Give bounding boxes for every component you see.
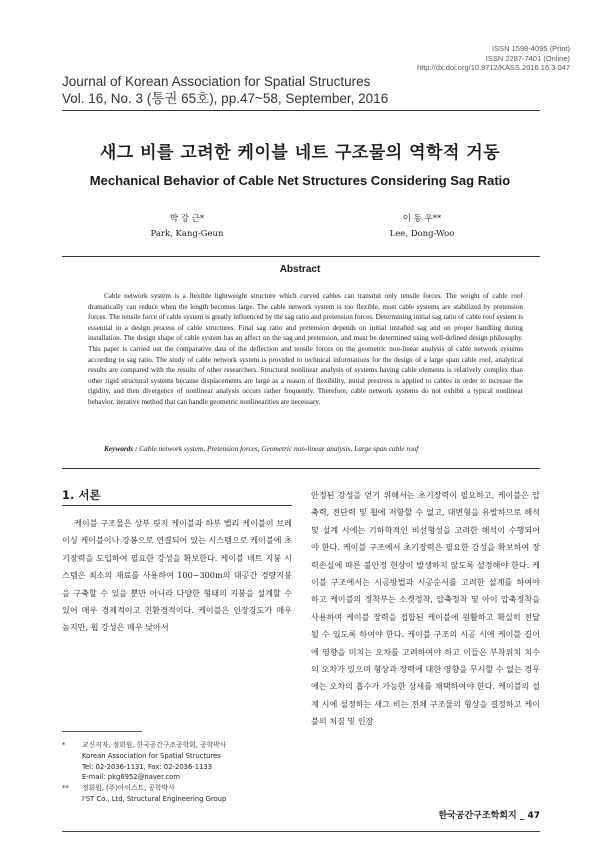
footnote-2-line: I'ST Co., Ltd, Structural Engineering Group	[82, 794, 227, 803]
footnote-1-email: E-mail: pkg6952@naver.com	[82, 773, 180, 782]
abstract-heading: Abstract	[279, 264, 321, 275]
footnote-1-line: Korean Association for Spatial Structures	[82, 751, 221, 760]
keywords	[88, 444, 523, 453]
footnote-1-mark: *	[62, 741, 66, 749]
issn-block	[417, 44, 570, 73]
paper-title-korean: 새그 비를 고려한 케이블 네트 구조물의 역학적 거동	[99, 143, 501, 163]
footnote-1	[62, 740, 292, 783]
journal-name: Journal of Korean Association for Spatial Structures	[62, 74, 371, 89]
author-2-english: Lee, Dong-Woo	[389, 229, 455, 239]
keywords-label: Keywords :	[104, 444, 140, 453]
issn-online: ISSN 2287-7401 (Online)	[485, 53, 570, 63]
keywords-text: Cable network system, Pretension forces, Geometric non-linear analysis, Large span cable roof	[139, 444, 419, 453]
journal-header	[62, 73, 388, 107]
issn-print: ISSN 1598-4095 (Print)	[492, 44, 570, 53]
footnote-divider	[62, 731, 142, 732]
footnote-1-line: Tel: 02-2036-1131, Fax: 02-2036-1133	[82, 762, 213, 771]
section-heading-introduction: 1. 서론	[62, 488, 101, 502]
author-2	[347, 212, 497, 242]
abstract-text: Cable network system is a flexible lightweight structure which curved cables can transmit only tensile forces. The weight of cable roof dramatically can reduce when the length becomes large. The cable network system is too flexible, most cable systems are stabilized by pretension forces. The tensile force of cable system is greatly influenced by the sag ratio and pretension forces. Determining initial sag ratio of cable roof system is essential in a design process of cable structures. Final sag ratio and pretension depends on initial installed sag and on proper handling during installation. The design shape of cable system has an affect on the sag and pretension, and must be determined using well-defined design philosophy. This paper is carried out the comparative data of the deflection and tensile forces on the geometric non-linear analysis of cable network systems according to sag ratio. The study of cable network system is provided to technical informations for the design of a large span cable roof, analytical results are compared with the results of other researchers. Structural nonlinear analysis of systems having cable elements is relatively complex than other rigid structural systems because displacements are large as a reason of flexibility, initial prestress is applied to cables in order to increase the rigidity, and then divergence of nonlinear analysis occurs rather frequently. Therefore, cable network systems do not exhibit a typical nonlinear behavior, iterative method that can handle geometric nonlinearities are necessary.	[88, 292, 523, 406]
journal-volume: Vol. 16, No. 3 (통권 65호), pp.47~58, September, 2016	[62, 91, 389, 106]
body-text-left-column: 케이블 구조물은 상부 릿지 케이블과 하부 밸리 케이블이 브레이싱 케이블이나 강봉으로 연결되어 있는 시스템으로 케이블에 초기장력을 도입하여 필요한 강성을 확보한다. 케이블 네트 지붕 시스템은 최소의 재료를 사용하여 100~300m의 대공간 경량지붕을 구축할 수 있을 뿐만 아니라 다양한 형태의 지붕을 설계할 수 있어 매우 경제적이고 친환경적이다. 케이블은 인장강도가 매우 높지만, 휨 강성은 매우 낮아서	[62, 518, 292, 633]
footer-divider	[62, 831, 540, 832]
author-1-english: Park, Kang-Geun	[150, 229, 224, 239]
abstract-top-divider	[62, 256, 540, 257]
footnote-1-line: 교신저자, 정회원, 한국공간구조공학회, 공학박사	[82, 741, 227, 749]
page-footer: 한국공간구조학회지 _ 47	[438, 811, 540, 821]
author-1-korean: 박 강 근*	[169, 214, 205, 224]
paper-title-english: Mechanical Behavior of Cable Net Structures Considering Sag Ratio	[89, 173, 511, 188]
abstract-bottom-divider	[62, 468, 540, 469]
footnotes	[62, 740, 292, 805]
body-text-right-column: 안정된 강성을 얻기 위해서는 초기장력이 필요하고, 케이블은 압축력, 전단력 및 휨에 저항할 수 없고, 대변형을 유발하므로 해석 및 설계 시에는 기하학적인 비선형성을 고려한 해석이 수행되어야 한다. 케이블 구조에서 초기장력은 필요한 강성을 확보하여 장력손실에 따른 불안정 현상이 발생하지 않도록 설정해야 한다. 케이블 구조에서는 시공방법과 시공순서를 고려한 설계를 하여야 하고 케이블의 정착부는 소켓정착, 압축정착 및 아이 압축정착을 사용하며 케이블 장력을 접합된 케이블에 원활하고 확실히 전달될 수 있도록 하여야 한다. 케이블 구조의 시공 시에 케이블 길이에 영향을 미치는 오차를 고려하여야 하고 이들은 부착위치 치수의 오차가 있으며 형상과 장력에 대한 영향을 무시할 수 없는 경우에는 오차의 흡수가 가능한 상세를 채택하여야 한다. 케이블의 설계 시에 설정하는 새그 비는 전체 구조물의 형상을 결정하고 케이블의 처짐 및 인장	[311, 490, 541, 727]
footnote-2-mark: **	[62, 784, 69, 793]
author-1	[112, 212, 262, 242]
section-heading-underline	[62, 505, 292, 506]
author-2-korean: 이 동 우**	[402, 214, 442, 224]
footnote-2	[62, 783, 292, 805]
doi-link[interactable]: http://dx.doi.org/10.9712/KASS.2016.16.3.047	[416, 63, 570, 73]
footnote-2-line: 정회원, (주)아이스트, 공학박사	[82, 784, 175, 793]
header-divider	[62, 110, 540, 111]
